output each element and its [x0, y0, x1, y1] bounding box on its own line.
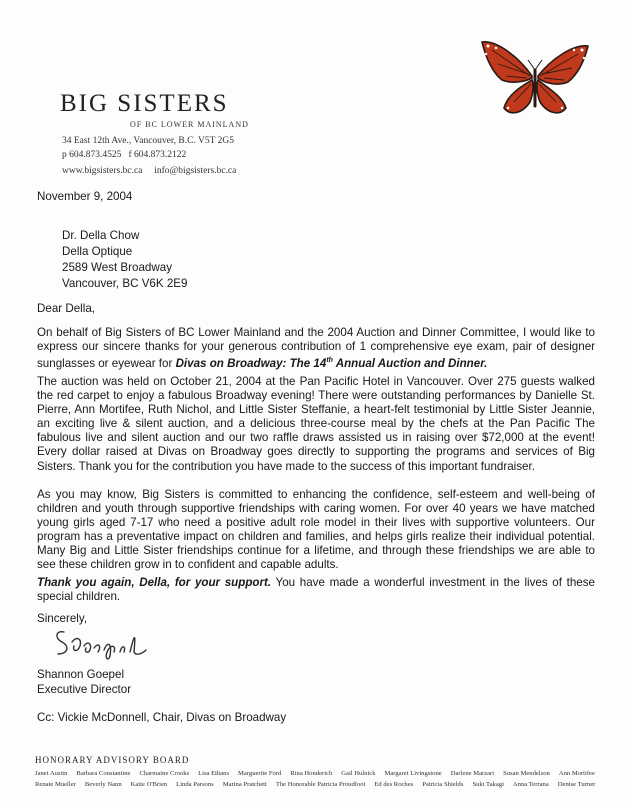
paragraph-mission: As you may know, Big Sisters is committed to enhancing the confidence, self-esteem and well-being of children and youth through supportive friendships with caring women. For over 40 years we have matched young girls aged 7-17 who need a positive adult role model in their lives with supportive volunteers. Our program has a preventative impact on children and families, and helps girls realize their individual potential. Many Big and Little Sister friendships continue for a lifetime, and through these friendships we are able to see these children grow in to confident and capable adults.	[37, 488, 595, 572]
org-phone-fax: p 604.873.4525 f 604.873.2122	[62, 150, 187, 160]
signer-title: Executive Director	[37, 683, 132, 696]
advisory-board-member: Janet Austin	[35, 770, 68, 777]
advisory-board-member: Renate Mueller	[35, 781, 76, 788]
closing: Sincerely,	[37, 612, 88, 625]
closing-thanks-bold: Thank you again, Della, for your support.	[37, 576, 272, 589]
letter-date: November 9, 2004	[37, 190, 133, 203]
butterfly-logo-icon	[478, 36, 592, 128]
advisory-board-member: Charmaine Crooks	[139, 770, 190, 777]
paragraph-thanks	[37, 326, 595, 371]
advisory-board-title: HONORARY ADVISORY BOARD	[35, 755, 190, 765]
org-subtitle: OF BC LOWER MAINLAND	[130, 120, 249, 129]
advisory-board-member: Katie O'Brien	[130, 781, 168, 788]
advisory-board-member: Susan Mendelson	[503, 770, 550, 777]
org-web-email: www.bigsisters.bc.ca info@bigsisters.bc.ca	[62, 166, 237, 176]
recipient-line: 2589 West Broadway	[62, 261, 172, 274]
paragraph-event-details: The auction was held on October 21, 2004 at the Pan Pacific Hotel in Vancouver. Over 275 guests walked the red carpet to enjoy a fabulous Broadway evening! There were outstanding performances by Danielle St. Pierre, Ann Mortifee, Ruth Nichol, and Little Sister Steffanie, a heart-felt testimonial by Little Sister Jeannie, an exciting live & silent auction, and a delicious three-course meal by the chefs at the Pan Pacific The fabulous live and silent auction and our two raffle draws assisted us in raising over $72,000 at the event! Every dollar raised at Divas on Broadway goes directly to supporting the programs and services of Big Sisters. Thank you for the contribution you have made to the success of this important fundraiser.	[37, 375, 595, 473]
advisory-board-member: Patricia Shields	[422, 781, 464, 788]
advisory-board-member: Ed des Roches	[374, 781, 414, 788]
advisory-board-member: Gail Hulnick	[341, 770, 376, 777]
advisory-board-row	[35, 770, 604, 777]
recipient-line: Vancouver, BC V6K 2E9	[62, 277, 188, 290]
advisory-board-member: Darlene Marzari	[450, 770, 495, 777]
advisory-board-member: Denise Turner	[557, 781, 596, 788]
org-name: BIG SISTERS	[60, 90, 229, 117]
advisory-board-member: Lisa Ethans	[198, 770, 230, 777]
org-address: 34 East 12th Ave., Vancouver, B.C. V5T 2G5	[62, 136, 235, 146]
advisory-board-member: The Honorable Patricia Proudfoot	[275, 781, 366, 788]
advisory-board-member: Beverly Nann	[84, 781, 122, 788]
handwritten-signature	[50, 622, 160, 662]
advisory-board-member: Rina Honderich	[290, 770, 333, 777]
advisory-board-member: Barbara Constantine	[76, 770, 131, 777]
advisory-board-member: Marguerite Ford	[238, 770, 282, 777]
advisory-board-member: Marina Pratchett	[222, 781, 267, 788]
advisory-board-member: Ann Mortifee	[558, 770, 595, 777]
closing-thanks-rest: You have made a wonderful investment in the lives of these special children.	[37, 576, 595, 604]
advisory-board-row	[35, 781, 604, 788]
advisory-board-member: Anna Terrana	[512, 781, 549, 788]
event-name: Divas on Broadway: The 14th Annual Auction and Dinner.	[175, 357, 488, 371]
paragraph-thanks-text: On behalf of Big Sisters of BC Lower Mainland and the 2004 Auction and Dinner Committee, I would like to express our sincere thanks for your generous contribution of 1 comprehensive eye exam, pair of designer sunglasses or eyewear for	[37, 326, 595, 371]
advisory-board-member: Suki Takagi	[472, 781, 504, 788]
recipient-line: Della Optique	[62, 245, 133, 258]
salutation: Dear Della,	[37, 302, 95, 315]
recipient-line: Dr. Della Chow	[62, 229, 140, 242]
signer-name: Shannon Goepel	[37, 668, 125, 681]
advisory-board-member: Linda Parsons	[176, 781, 214, 788]
cc-line: Cc: Vickie McDonnell, Chair, Divas on Broadway	[37, 711, 287, 724]
paragraph-closing-thanks	[37, 576, 595, 604]
advisory-board-member: Margaret Livingstone	[384, 770, 442, 777]
